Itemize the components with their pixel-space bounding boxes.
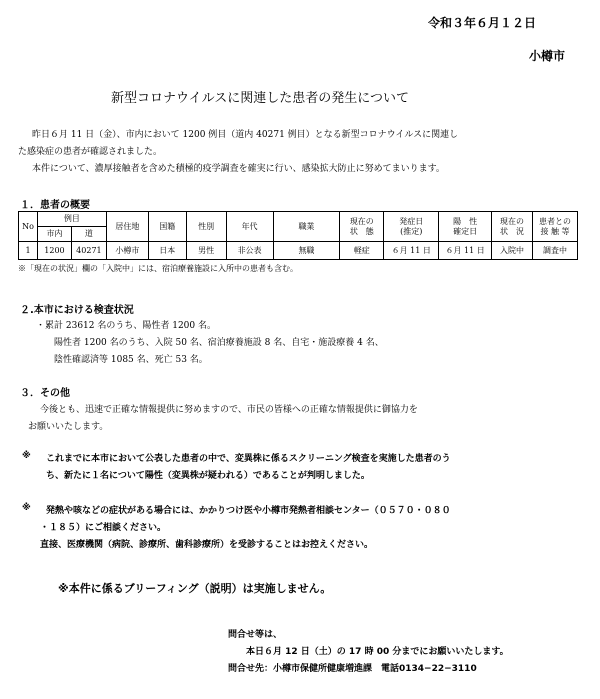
table-note: ※「現在の状況」欄の「入院中」には、宿泊療養施設に入所中の患者も含む。 bbox=[18, 264, 298, 273]
header-hokkaido-case: 道 bbox=[71, 227, 106, 242]
header-case-number: 例目 bbox=[37, 212, 106, 227]
header-onset: 発症日 (推定) bbox=[384, 212, 439, 242]
contact-line-1: 問合せ等は、 bbox=[228, 630, 283, 640]
notice1-line-1: これまでに本市において公表した患者の中で、変異株に係るスクリーニング検査を実施した患者のう bbox=[46, 454, 451, 464]
page-title: 新型コロナウイルスに関連した患者の発生について bbox=[111, 91, 409, 106]
section3-heading: ３．その他 bbox=[20, 388, 70, 399]
section3-line-2: お願いいたします。 bbox=[28, 422, 109, 432]
document-date: 令和３年６月１２日 bbox=[428, 16, 537, 30]
intro-line-1: 昨日６月 11 日（金）、市内において 1200 例目（道内 40271 例目）となる新型コロナウイルスに関連し bbox=[32, 130, 459, 140]
header-condition: 現在の 状 態 bbox=[340, 212, 384, 242]
section2-line-3: 陰性確認済等 1085 名、死亡 53 名。 bbox=[54, 355, 208, 365]
notice2-mark: ※ bbox=[22, 503, 31, 513]
cell-no: 1 bbox=[19, 242, 38, 260]
section1-heading: １．患者の概要 bbox=[20, 200, 90, 211]
cell-contact: 調査中 bbox=[532, 242, 577, 260]
cell-occupation: 無職 bbox=[273, 242, 340, 260]
patient-summary-table bbox=[18, 211, 578, 260]
notice2-line-2: ・１８５）にご相談ください。 bbox=[40, 523, 167, 533]
header-age: 年代 bbox=[226, 212, 273, 242]
header-no: No bbox=[19, 212, 38, 242]
header-occupation: 職業 bbox=[273, 212, 340, 242]
table-row bbox=[19, 242, 578, 260]
header-sex: 性別 bbox=[186, 212, 226, 242]
intro-line-3: 本件について、濃厚接触者を含めた積極的疫学調査を確実に行い、感染拡大防止に努めてまいります。 bbox=[32, 164, 445, 174]
cell-status: 入院中 bbox=[492, 242, 533, 260]
section3-line-1: 今後とも、迅速で正確な情報提供に努めますので、市民の皆様への正確な情報提供に御協力を bbox=[40, 405, 418, 415]
header-city-case: 市内 bbox=[37, 227, 71, 242]
cell-hokkaido-case: 40271 bbox=[71, 242, 106, 260]
cell-condition: 軽症 bbox=[340, 242, 384, 260]
cell-sex: 男性 bbox=[186, 242, 226, 260]
cell-residence: 小樽市 bbox=[106, 242, 148, 260]
notice1-mark: ※ bbox=[22, 451, 31, 461]
notice2-line-1: 発熱や咳などの症状がある場合には、かかりつけ医や小樽市発熱者相談センター（０５７０・０８０ bbox=[46, 506, 451, 516]
section2-line-1: ・累計 23612 名のうち、陽性者 1200 名。 bbox=[36, 321, 216, 331]
header-residence: 居住地 bbox=[106, 212, 148, 242]
header-nationality: 国籍 bbox=[148, 212, 186, 242]
notice1-line-2: ち、新たに１名について陽性（変異株が疑われる）であることが判明しました。 bbox=[46, 471, 370, 481]
issuer-name: 小樽市 bbox=[529, 49, 566, 63]
cell-city-case: 1200 bbox=[37, 242, 71, 260]
notice2-line-3: 直接、医療機関（病院、診療所、歯科診療所）を受診することはお控えください。 bbox=[40, 540, 374, 550]
header-contact: 患者との 接 触 等 bbox=[532, 212, 577, 242]
intro-line-2: た感染症の患者が確認されました。 bbox=[18, 147, 163, 157]
header-status: 現在の 状 況 bbox=[492, 212, 533, 242]
cell-nationality: 日本 bbox=[148, 242, 186, 260]
briefing-notice: ※本件に係るブリーフィング（説明）は実施しません。 bbox=[58, 582, 332, 595]
section2-line-2: 陽性者 1200 名のうち、入院 50 名、宿泊療養施設 8 名、自宅・施設療養 4 名、 bbox=[54, 338, 384, 348]
cell-onset: ６月 11 日 bbox=[384, 242, 439, 260]
cell-positive-date: ６月 11 日 bbox=[439, 242, 492, 260]
section2-heading: ２.本市における検査状況 bbox=[20, 305, 134, 316]
contact-line-3: 問合せ先：小樽市保健所健康増進課 電話0134−22−3110 bbox=[228, 664, 477, 674]
header-positive-date: 陽 性 確定日 bbox=[439, 212, 492, 242]
cell-age: 非公表 bbox=[226, 242, 273, 260]
contact-line-2: 本日６月 12 日（土）の 17 時 00 分までにお願いいたします。 bbox=[246, 647, 509, 657]
